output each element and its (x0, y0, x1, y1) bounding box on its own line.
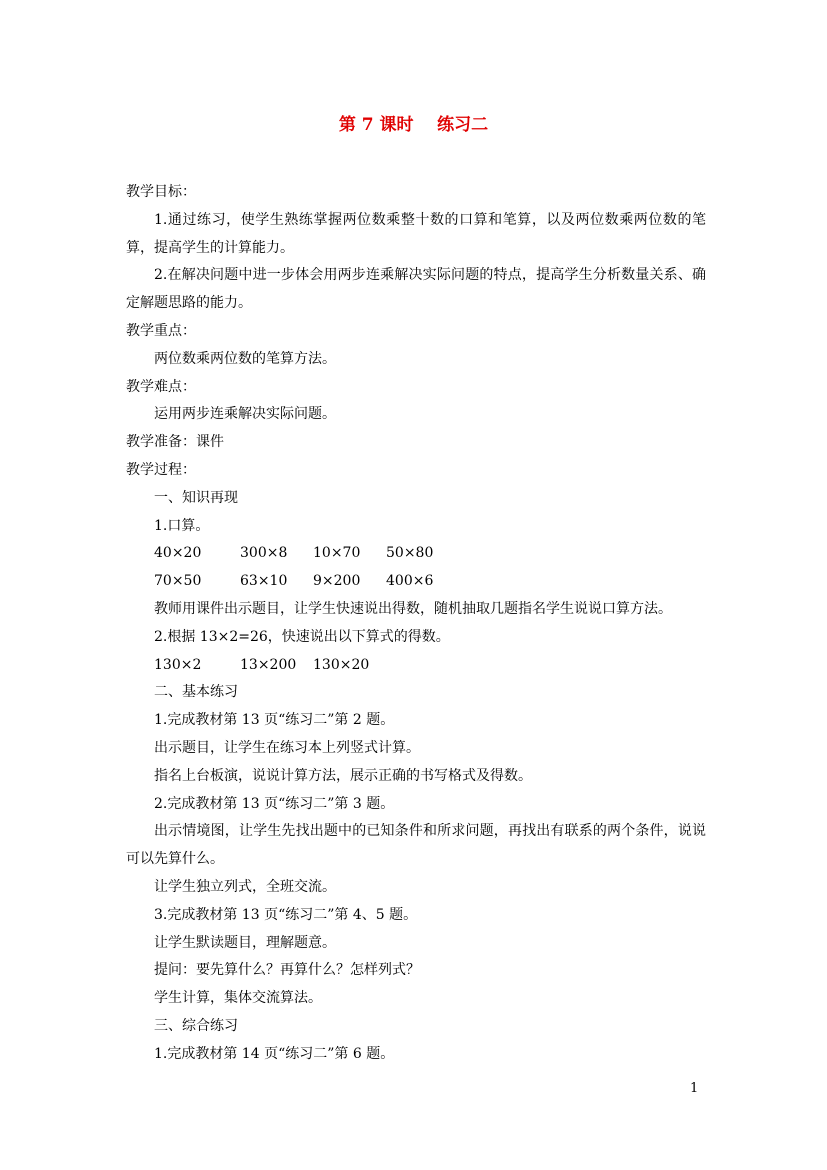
preparation: 教学准备：课件 (126, 434, 224, 451)
item-2-1: 1.完成教材第 13 页“练习二”第 2 题。 (154, 712, 395, 729)
item-1-1-note: 教师用课件出示题目，让学生快速说出得数，随机抽取几题指名学生说说口算方法。 (154, 600, 672, 617)
objective-2: 2.在解决问题中进一步体会用两步连乘解决实际问题的特点，提高学生分析数量关系、确定解题思路的能力。 (126, 267, 706, 312)
item-2-2-a: 出示情境图，让学生先找出题中的已知条件和所求问题，再找出有联系的两个条件，说说可以先算什么。 (126, 823, 706, 868)
item-1-2: 2.根据 13×2=26，快速说出以下算式的得数。 (154, 628, 450, 645)
item-2-3: 3.完成教材第 13 页“练习二”第 4、5 题。 (154, 906, 418, 923)
document-body (126, 179, 706, 1069)
derived-calc: 130×2 (154, 656, 202, 673)
item-1-1: 1.口算。 (154, 517, 210, 534)
item-2-2-b: 让学生独立列式，全班交流。 (154, 878, 336, 895)
oral-calc: 70×50 (154, 573, 202, 590)
objectives-heading: 教学目标： (126, 184, 196, 200)
oral-calc: 40×20 (154, 545, 202, 562)
objective-1: 1.通过练习，使学生熟练掌握两位数乘整十数的口算和笔算，以及两位数乘两位数的笔算，提高学生的计算能力。 (126, 211, 706, 256)
key-points-heading: 教学重点： (126, 322, 196, 339)
oral-calc: 10×70 (313, 545, 361, 562)
oral-calc: 400×6 (386, 573, 434, 590)
oral-calc: 63×10 (240, 573, 288, 590)
item-2-3-c: 学生计算，集体交流算法。 (154, 990, 322, 1007)
item-2-1-b: 指名上台板演，说说计算方法，展示正确的书写格式及得数。 (154, 767, 532, 784)
section-2-heading: 二、基本练习 (154, 684, 238, 701)
difficulty-heading: 教学难点： (126, 378, 196, 395)
oral-calc: 50×80 (386, 545, 434, 562)
item-2-1-a: 出示题目，让学生在练习本上列竖式计算。 (154, 739, 420, 756)
item-2-2: 2.完成教材第 13 页“练习二”第 3 题。 (154, 795, 395, 812)
derived-calc-row (126, 652, 706, 680)
difficulty: 运用两步连乘解决实际问题。 (154, 406, 336, 423)
section-1-heading: 一、知识再现 (154, 489, 238, 506)
page-title: 第 7 课时 练习二 (338, 115, 489, 135)
item-3-1: 1.完成教材第 14 页“练习二”第 6 题。 (154, 1045, 395, 1062)
oral-calc: 9×200 (313, 573, 361, 590)
oral-calc-row-2 (126, 568, 706, 596)
oral-calc: 300×8 (240, 545, 288, 562)
item-2-3-a: 让学生默读题目，理解题意。 (154, 934, 336, 951)
page-number: 1 (690, 1081, 699, 1096)
derived-calc: 13×200 (240, 656, 297, 673)
oral-calc-row-1 (126, 540, 706, 568)
item-2-3-b: 提问：要先算什么？再算什么？怎样列式？ (154, 962, 420, 979)
process-heading: 教学过程： (126, 461, 196, 478)
key-points: 两位数乘两位数的笔算方法。 (154, 350, 336, 367)
section-3-heading: 三、综合练习 (154, 1017, 238, 1034)
derived-calc: 130×20 (313, 656, 370, 673)
